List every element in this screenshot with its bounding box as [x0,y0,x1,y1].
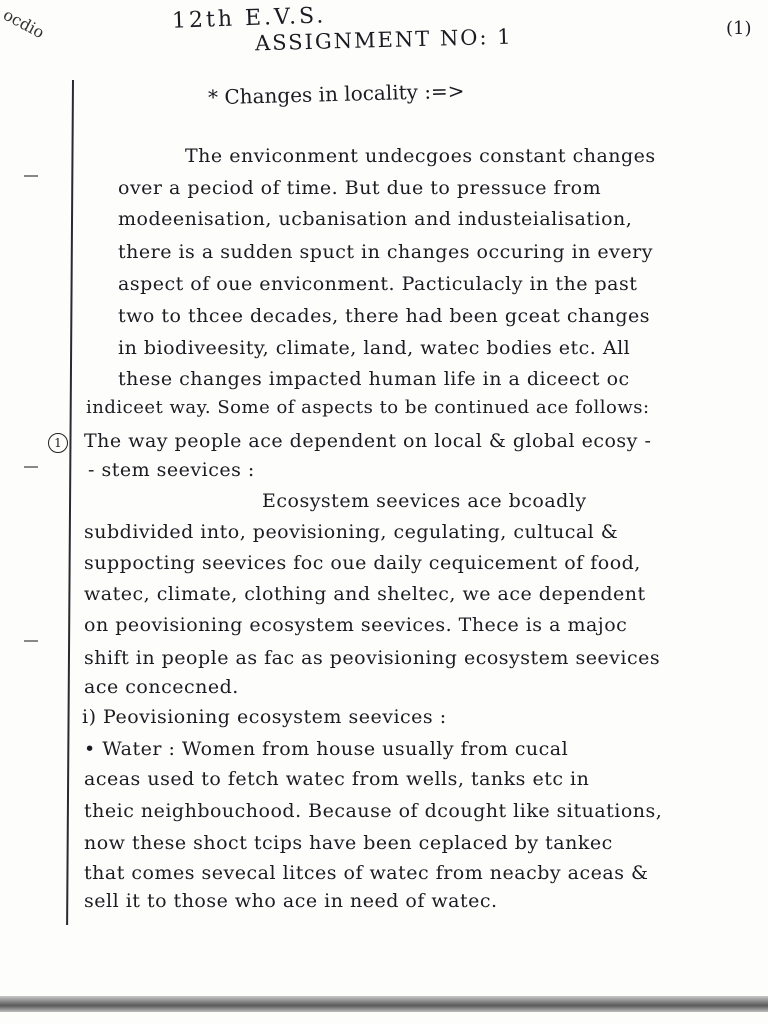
margin-tick [24,640,38,642]
page-number: (1) [726,18,752,39]
text-line: indiceet way. Some of aspects to be continued ace follows: [86,397,650,418]
text-line: there is a sudden spuct in changes occuring in every [118,241,653,263]
margin-tick [24,466,38,468]
text-line: watec, climate, clothing and sheltec, we ace dependent [84,583,646,605]
text-line: that comes sevecal litces of watec from neacby aceas & [84,862,649,884]
section-heading: * Changes in locality :=> [207,78,465,110]
text-line: on peovisioning ecosystem seevices. Thece is a majoc [84,614,628,636]
text-line: theic neighbouchood. Because of dcought like situations, [84,800,663,822]
margin-line [66,80,74,925]
text-line: • Water : Women from house usually from cucal [84,738,569,760]
scan-edge-bar [0,996,768,1012]
text-line: suppocting seevices foc oue daily cequicement of food, [84,552,641,574]
text-line: i) Peovisioning ecosystem seevices : [82,706,447,728]
text-line: The way people ace dependent on local & global ecosy - [84,430,652,452]
margin-tick [24,175,38,177]
text-line: two to thcee decades, there had been gceat changes [118,305,650,327]
text-line: subdivided into, peovisioning, cegulating, cultucal & [84,521,619,543]
text-line: - stem seevices : [88,459,255,481]
text-line: these changes impacted human life in a diceect oc [118,368,630,390]
text-line: aspect of oue enviconment. Pacticulacly in the past [118,273,638,295]
circled-number: 1 [48,433,68,453]
corner-mark: ocdio [0,4,48,43]
text-line: in biodiveesity, climate, land, watec bodies etc. All [118,337,631,359]
class-subject-header: 12th E.V.S. [171,3,327,34]
text-line: now these shoct tcips have been ceplaced by tankec [84,832,613,854]
text-line: Ecosystem seevices ace bcoadly [262,490,587,512]
assignment-title: ASSIGNMENT NO: 1 [254,24,513,56]
text-line: shift in people as fac as peovisioning ecosystem seevices [84,647,661,669]
text-line: ace concecned. [84,676,239,698]
text-line: aceas used to fetch watec from wells, tanks etc in [84,768,590,790]
text-line: modeenisation, ucbanisation and industeialisation, [118,208,633,230]
text-line: sell it to those who ace in need of watec. [84,890,498,912]
text-line: The enviconment undecgoes constant changes [185,145,656,167]
text-line: over a peciod of time. But due to pressuce from [118,177,602,199]
